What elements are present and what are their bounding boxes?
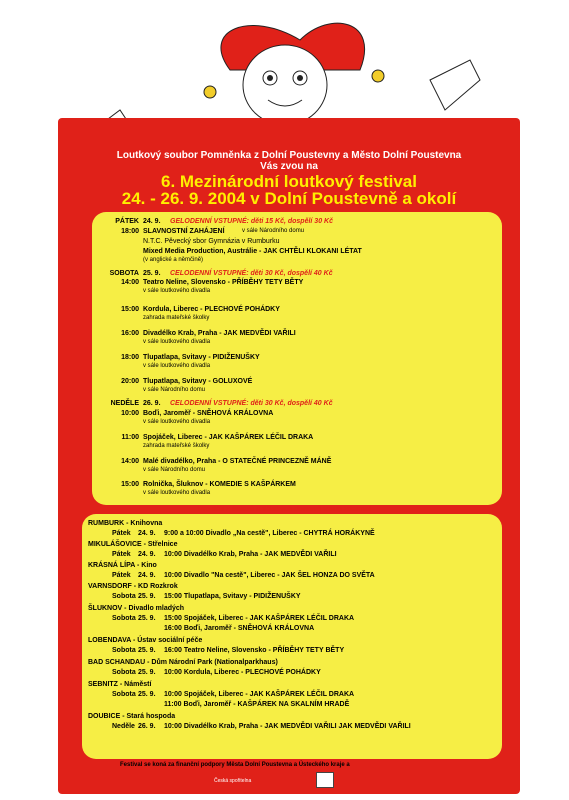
town-name: VARNSDORF - KD Rozkrok — [88, 583, 178, 590]
line-date: 25. 9. — [138, 669, 156, 676]
line-date: 25. 9. — [138, 691, 156, 698]
day-name: PÁTEK — [115, 218, 139, 225]
day-name: SOBOTA — [109, 270, 139, 277]
line-text: 11:00 Boďi, Jaroměř - KAŠPÁREK NA SKALNÍM HRADĚ — [164, 701, 350, 708]
region-logo-icon — [316, 772, 334, 788]
admission: CELODENNÍ VSTUPNÉ: děti 30 Kč, dospělí 40 Kč — [170, 270, 333, 277]
line-day: Sobota — [112, 615, 136, 622]
item-title: Mixed Media Production, Austrálie - JAK CHTĚLI KLOKANI LÉTAT — [143, 248, 362, 255]
line-text: 10:00 Spojáček, Liberec - JAK KAŠPÁREK LÉČIL DRAKA — [164, 691, 355, 698]
item-title: Teatro Neline, Slovensko - PŘÍBĚHY TETY BĚTY — [143, 279, 304, 286]
line-date: 25. 9. — [138, 593, 156, 600]
item-title: Kordula, Liberec - PLECHOVÉ POHÁDKY — [143, 306, 280, 313]
item-title: SLAVNOSTNÍ ZAHÁJENÍ — [143, 228, 225, 235]
admission: GELODENNÍ VSTUPNÉ: děti 15 Kč, dospělí 30 Kč — [170, 218, 333, 225]
town-name: ŠLUKNOV - Divadlo mladých — [88, 605, 185, 612]
day-date: 25. 9. — [143, 270, 161, 277]
item-time: 14:00 — [121, 458, 139, 465]
town-name: DOUBICE - Stará hospoda — [88, 713, 176, 720]
festival-dates: 24. - 26. 9. 2004 v Dolní Poustevně a okolí — [121, 189, 457, 208]
town-name: KRÁSNÁ LÍPA - Kino — [88, 562, 157, 569]
item-venue: v sále loutkového divadla — [143, 419, 211, 425]
day-date: 26. 9. — [143, 400, 161, 407]
line-text: 9:00 a 10:00 Divadlo „Na cestě", Liberec - CHYTRÁ HORÁKYNĚ — [164, 530, 375, 537]
town-name: LOBENDAVA - Ústav sociální péče — [88, 637, 203, 644]
line-text: 10:00 Divadélko Krab, Praha - JAK MEDVĚDI VAŘILI JAK MEDVĚDI VAŘILI — [164, 723, 411, 730]
item-venue: v sále loutkového divadla — [143, 339, 211, 345]
line-day: Pátek — [112, 572, 131, 579]
item-venue: zahrada mateřské školky — [143, 315, 210, 321]
day-date: 24. 9. — [143, 218, 161, 225]
item-time: 10:00 — [121, 410, 139, 417]
item-time: 14:00 — [121, 279, 139, 286]
free-entry-note: Pro děti z ústavů a dětských domovů vstup zdarma! — [198, 506, 371, 513]
item-title: Tlupatlapa, Svitavy - PIDIŽENUŠKY — [143, 354, 260, 361]
day-name: NEDĚLE — [110, 400, 139, 407]
town-name: SEBNITZ - Náměstí — [88, 681, 152, 688]
main-program-panel — [92, 212, 502, 505]
item-time: 15:00 — [121, 306, 139, 313]
item-title: Rolnička, Šluknov - KOMEDIE S KAŠPÁRKEM — [143, 481, 296, 488]
line-text: 10:00 Kordula, Liberec - PLECHOVÉ POHÁDKY — [164, 669, 321, 676]
funding-note: Festival se koná za finanční podpory Města Dolní Poustevna a Ústeckého kraje a — [120, 762, 350, 768]
line-date: 24. 9. — [138, 551, 156, 558]
line-date: 25. 9. — [138, 647, 156, 654]
line-day: Sobota — [112, 669, 136, 676]
line-date: 24. 9. — [138, 530, 156, 537]
item-time: 18:00 — [121, 228, 139, 235]
item-venue: v sále Národního domu — [143, 467, 206, 473]
line-date: 26. 9. — [138, 723, 156, 730]
item-title: N.T.C. Pěvecký sbor Gymnázia v Rumburku — [143, 238, 280, 245]
item-venue: v sále loutkového divadla — [143, 288, 211, 294]
line-day: Sobota — [112, 647, 136, 654]
organizer-line: Loutkový soubor Pomněnka z Dolní Poustevny a Město Dolní Poustevna — [116, 150, 462, 161]
town-name: RUMBURK - Knihovna — [88, 520, 163, 527]
line-day: Sobota — [112, 593, 136, 600]
line-text: 15:00 Tlupatlapa, Svitavy - PIDIŽENUŠKY — [164, 593, 301, 600]
line-day: Pátek — [112, 551, 131, 558]
item-title: Spojáček, Liberec - JAK KAŠPÁREK LÉČIL DRAKA — [143, 434, 314, 441]
line-date: 24. 9. — [138, 572, 156, 579]
line-text: 10:00 Divadlo "Na cestě", Liberec - JAK ŠEL HONZA DO SVĚTA — [164, 572, 375, 579]
town-name: MIKULÁŠOVICE - Střelnice — [88, 541, 178, 548]
item-venue: v sále loutkového divadla — [143, 490, 211, 496]
item-title: Boďi, Jaroměř - SNĚHOVÁ KRÁLOVNA — [143, 410, 274, 417]
line-text: 15:00 Spojáček, Liberec - JAK KAŠPÁREK LÉČIL DRAKA — [164, 615, 355, 622]
invite-line: Vás zvou na — [260, 161, 318, 172]
town-name: BAD SCHANDAU - Dům Národní Park (Nationalparkhaus) — [88, 659, 278, 666]
line-text: 16:00 Teatro Neline, Slovensko - PŘÍBĚHY TETY BĚTY — [164, 647, 345, 654]
item-venue: v sále loutkového divadla — [143, 363, 211, 369]
line-day: Neděle — [112, 723, 135, 730]
item-time: 18:00 — [121, 354, 139, 361]
line-day: Sobota — [112, 691, 136, 698]
item-venue: v sále Národního domu — [242, 228, 305, 234]
bank-logo-text: Česká spořitelna — [214, 778, 252, 784]
festival-title: 6. Mezinárodní loutkový festival — [160, 172, 417, 191]
item-title: Tlupatlapa, Svitavy - GOLUXOVÉ — [143, 378, 253, 385]
item-time: 20:00 — [121, 378, 139, 385]
line-date: 25. 9. — [138, 615, 156, 622]
item-title: Malé divadélko, Praha - O STATEČNÉ PRINCEZNĚ MÁNĚ — [143, 458, 332, 465]
line-text: 16:00 Boďi, Jaroměř - SNĚHOVÁ KRÁLOVNA — [164, 625, 315, 632]
item-time: 11:00 — [121, 434, 139, 441]
item-time: 16:00 — [121, 330, 139, 337]
item-venue: (v anglické a němčině) — [143, 257, 204, 263]
item-title: Divadélko Krab, Praha - JAK MEDVĚDI VAŘILI — [143, 330, 296, 337]
towns-panel — [82, 514, 502, 759]
item-venue: zahrada mateřské školky — [143, 443, 210, 449]
item-time: 15:00 — [121, 481, 139, 488]
line-text: 10:00 Divadélko Krab, Praha - JAK MEDVĚDI VAŘILI — [164, 551, 337, 558]
item-venue: v sále Národního domu — [143, 387, 206, 393]
admission: CELODENNÍ VSTUPNÉ: děti 30 Kč, dospělí 40 Kč — [170, 400, 333, 407]
line-day: Pátek — [112, 530, 131, 537]
